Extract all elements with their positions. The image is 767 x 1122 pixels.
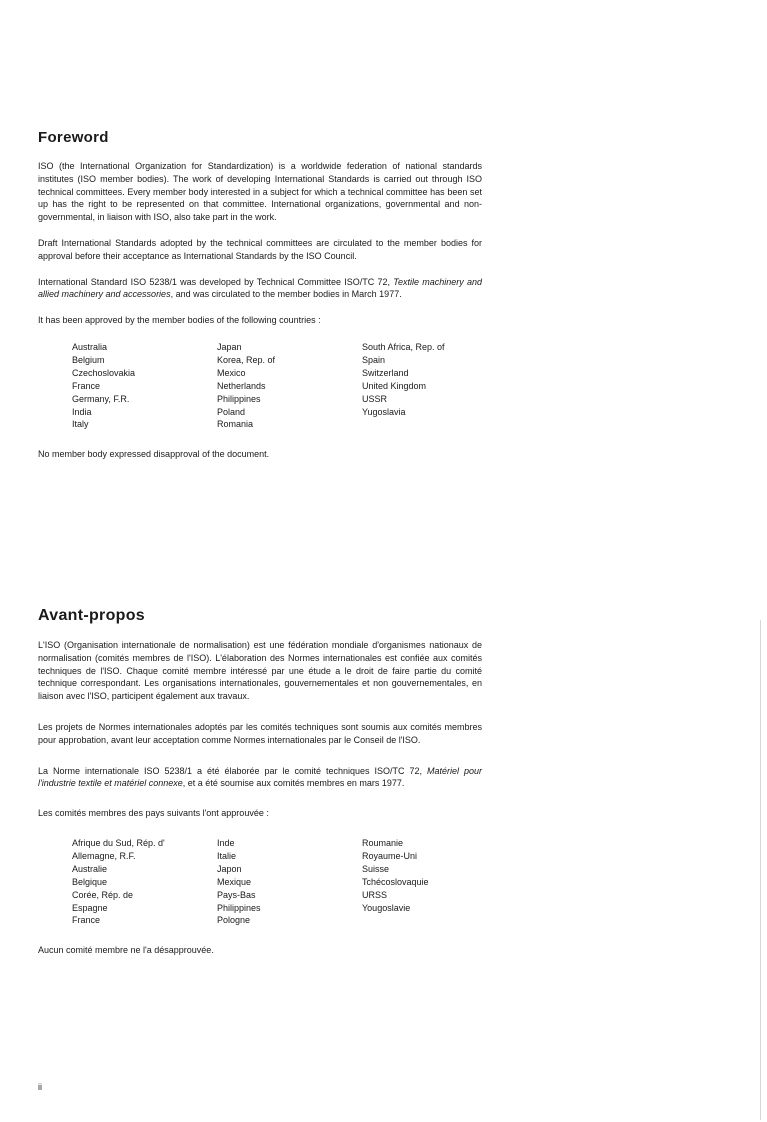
list-item: Royaume-Uni — [362, 850, 418, 861]
list-item: USSR — [362, 393, 388, 404]
avant-propos-paragraph-2: Les projets de Normes internationales adoptés par les comités techniques sont soumis aux comités membres pour approbation, avant leur acceptation comme Normes internationales par le Conseil de l'ISO. — [38, 721, 482, 745]
avant-propos-committee-title: Matériel pour l'industrie textile et matériel connexe — [38, 765, 482, 789]
list-item: Romania — [217, 419, 254, 430]
foreword-country-column-1 — [72, 341, 217, 431]
list-item: Philippines — [217, 393, 261, 404]
list-item: Japon — [217, 863, 242, 874]
foreword-paragraph-1: ISO (the International Organization for Standardization) is a worldwide federation of national standards institutes (ISO member bodies). The work of developing International Standards is carried out through ISO technical committees. Every member body interested in a subject for which a technical committee has been set up has the right to be represented on that committee. International organizations, governmental and non-governmental, in liaison with ISO, also take part in the work. — [38, 161, 482, 223]
list-item: Espagne — [72, 902, 108, 913]
list-item: Switzerland — [362, 367, 409, 378]
list-item: Germany, F.R. — [72, 393, 130, 404]
avant-propos-title: Avant-propos — [38, 607, 146, 624]
list-item: Allemagne, R.F. — [72, 850, 136, 861]
page-number: ii — [38, 1082, 42, 1092]
avant-propos-country-column-2 — [217, 837, 362, 927]
foreword-paragraph-2: Draft International Standards adopted by the technical committees are circulated to the member bodies for approval before their acceptance as International Standards by the ISO Council. — [38, 237, 482, 261]
list-item: Yugoslavia — [362, 406, 406, 417]
list-item: Mexique — [217, 876, 252, 887]
avant-propos-paragraph-1: L'ISO (Organisation internationale de normalisation) est une fédération mondiale d'organismes nationaux de normalisation (comités membres de l'ISO). L'élaboration des Normes internationales est confiée aux comités techniques de l'ISO. Chaque comité membre intéressé par une étude a le droit de faire partie du comité technique correspondant. Les organisations internationales, gouvernementales et non gouvernementales, en liaison avec l'ISO, participent également aux travaux. — [38, 640, 482, 702]
list-item: Suisse — [362, 863, 390, 874]
list-item: Poland — [217, 406, 246, 417]
avant-propos-section — [38, 607, 482, 957]
list-item: Netherlands — [217, 380, 266, 391]
avant-propos-paragraph-3 — [38, 765, 482, 791]
foreword-approval-intro: It has been approved by the member bodies of the following countries : — [38, 315, 321, 326]
avant-propos-country-column-1 — [72, 837, 217, 927]
list-item: Afrique du Sud, Rép. d' — [72, 837, 165, 848]
avant-propos-paragraph-3-end: , et a été soumise aux comités membres en mars 1977. — [182, 778, 405, 789]
list-item: Korea, Rep. of — [217, 354, 276, 365]
list-item: Corée, Rép. de — [72, 889, 134, 900]
foreword-paragraph-3 — [38, 276, 482, 302]
list-item: South Africa, Rep. of — [362, 341, 445, 352]
list-item: Australia — [72, 341, 108, 352]
avant-propos-closing: Aucun comité membre ne l'a désapprouvée. — [38, 945, 214, 956]
list-item: Belgique — [72, 876, 108, 887]
foreword-section — [38, 129, 482, 461]
avant-propos-country-column-3 — [362, 837, 482, 927]
list-item: Philippines — [217, 902, 261, 913]
foreword-closing: No member body expressed disapproval of the document. — [38, 449, 270, 460]
avant-propos-paragraph-3-text: La Norme internationale ISO 5238/1 a été élaborée par le comité techniques ISO/TC 72, — [38, 765, 427, 776]
foreword-paragraph-3-end: , and was circulated to the member bodies in March 1977. — [170, 289, 402, 300]
list-item: Spain — [362, 354, 386, 365]
list-item: Pologne — [217, 915, 251, 926]
foreword-country-list — [72, 341, 482, 431]
list-item: United Kingdom — [362, 380, 427, 391]
list-item: Pays-Bas — [217, 889, 256, 900]
foreword-paragraph-3-text: International Standard ISO 5238/1 was developed by Technical Committee ISO/TC 72, — [38, 276, 394, 287]
list-item: Tchécoslovaquie — [362, 876, 429, 887]
avant-propos-country-list — [72, 837, 482, 927]
avant-propos-approval-intro: Les comités membres des pays suivants l'ont approuvée : — [38, 808, 269, 819]
list-item: Japan — [217, 341, 242, 352]
list-item: Inde — [217, 837, 235, 848]
list-item: Belgium — [72, 354, 105, 365]
foreword-country-column-3 — [362, 341, 482, 431]
foreword-committee-title: Textile machinery and allied machinery and accessories — [38, 276, 482, 300]
list-item: France — [72, 915, 101, 926]
list-item: Australie — [72, 863, 108, 874]
list-item: France — [72, 380, 101, 391]
scan-edge-divider — [760, 620, 761, 1120]
list-item: Czechoslovakia — [72, 367, 136, 378]
list-item: Italie — [217, 850, 237, 861]
list-item: Yougoslavie — [362, 902, 411, 913]
list-item: Roumanie — [362, 837, 404, 848]
list-item: Mexico — [217, 367, 246, 378]
foreword-title: Foreword — [38, 129, 109, 146]
foreword-country-column-2 — [217, 341, 362, 431]
list-item: Italy — [72, 419, 89, 430]
list-item: URSS — [362, 889, 388, 900]
list-item: India — [72, 406, 92, 417]
